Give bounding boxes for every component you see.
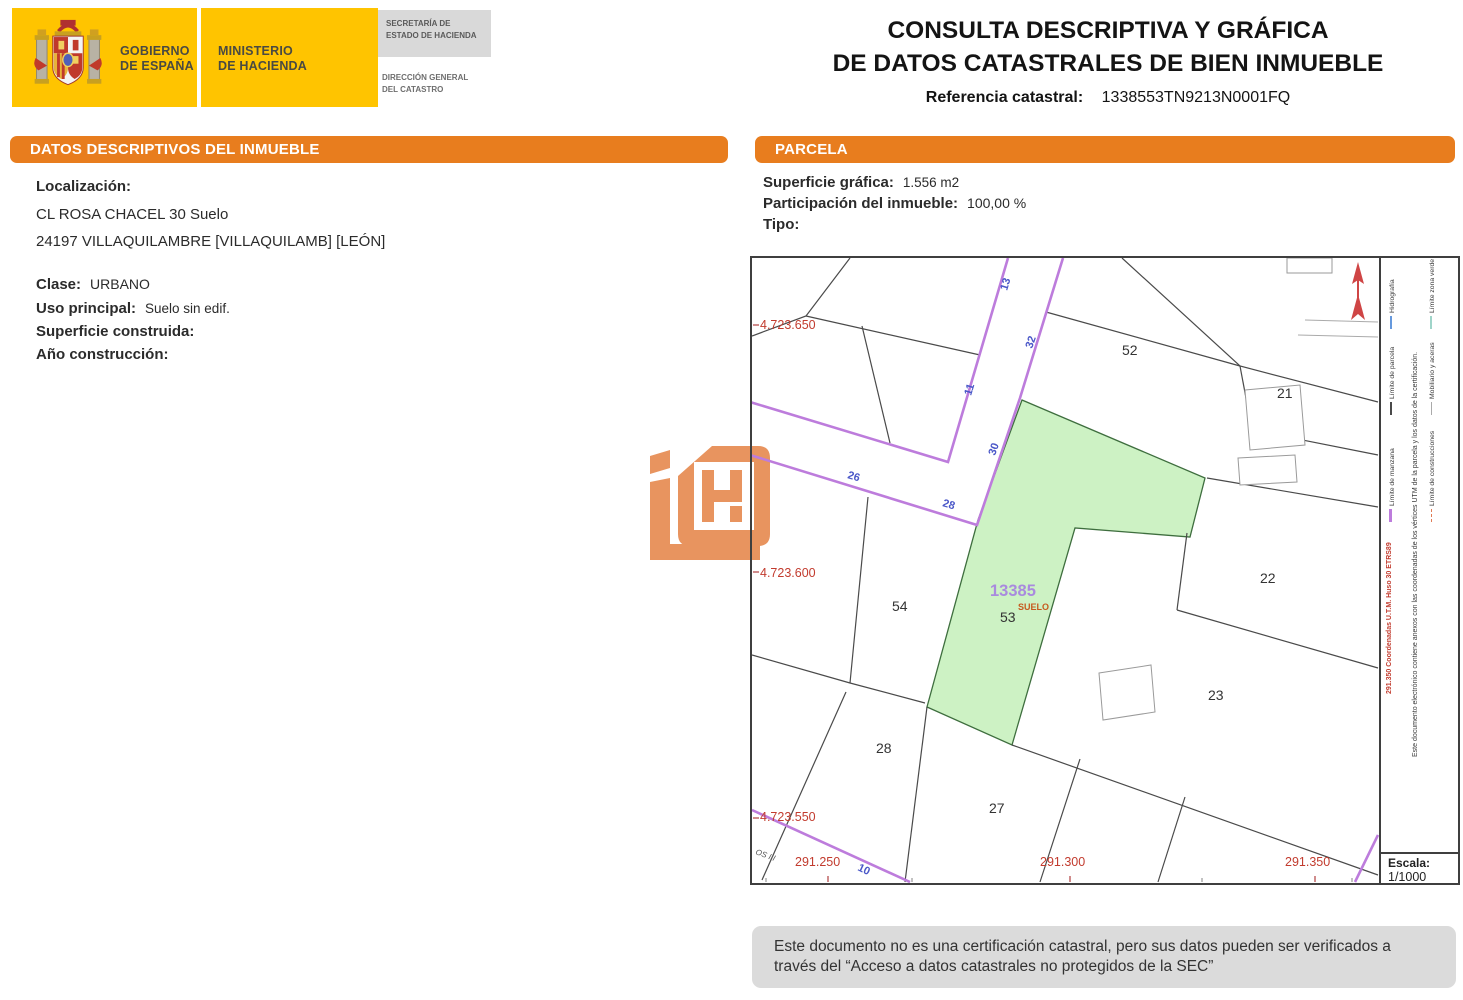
coord-y-label: 4.723.650 <box>760 318 816 332</box>
referencia-value: 1338553TN9213N0001FQ <box>1101 89 1291 106</box>
government-logo-block <box>12 8 378 107</box>
ministerio-hacienda-label: MINISTERIO DE HACIENDA <box>218 44 308 73</box>
logo-divider <box>197 8 201 107</box>
parcel-label-27: 27 <box>989 800 1005 816</box>
participacion-field: Participación del inmueble: 100,00 % <box>763 195 1027 212</box>
subject-parcel-number-label: 53 <box>1000 609 1016 625</box>
north-arrow-icon <box>1351 262 1365 320</box>
parcel-label-54: 54 <box>892 598 908 614</box>
legend-item-manzana: Límite de manzana <box>1389 448 1396 522</box>
parcel-label-22: 22 <box>1260 570 1276 586</box>
address-line-1: CL ROSA CHACEL 30 Suelo <box>36 206 229 223</box>
ano-construccion-field: Año construcción: <box>36 346 169 363</box>
gobierno-espana-label: GOBIERNO DE ESPAÑA <box>120 44 194 73</box>
scale-value: 1/1000 <box>1388 870 1427 884</box>
legend-item-zona-verde: Límite zona verde <box>1429 259 1436 329</box>
document-title <box>758 14 1458 107</box>
street-number: 26 <box>846 469 862 485</box>
manzana-swatch-icon <box>1389 509 1392 522</box>
legend-item-construcciones: Límite de construcciones <box>1429 431 1436 522</box>
superficie-grafica-field: Superficie gráfica: 1.556 m2 <box>763 174 960 191</box>
spain-coat-of-arms-icon <box>32 18 104 98</box>
localizacion-label: Localización: <box>36 178 132 195</box>
subject-parcel-id-label[interactable]: 13385 <box>990 582 1036 600</box>
legend-electronic-note: Este documento electrónico contiene anexos con las coordenadas de los vértices UTM de la parcela y los datos de la certificación. <box>1412 351 1419 757</box>
title-line-1: CONSULTA DESCRIPTIVA Y GRÁFICA <box>887 17 1329 44</box>
parcel-label-28: 28 <box>876 740 892 756</box>
parcel-label-52: 52 <box>1122 342 1138 358</box>
coord-y-label: 4.723.600 <box>760 566 816 580</box>
street-number: 13 <box>998 276 1014 292</box>
uso-principal-field: Uso principal: Suelo sin edif. <box>36 300 230 317</box>
hidrografia-swatch-icon <box>1390 316 1392 329</box>
clase-field: Clase: URBANO <box>36 276 150 293</box>
street-name-fragment: OS III <box>754 847 777 863</box>
street-number: 28 <box>941 497 957 513</box>
mobiliario-swatch-icon <box>1431 402 1432 415</box>
referencia-label: Referencia catastral: <box>925 89 1084 106</box>
datos-panel-header: DATOS DESCRIPTIVOS DEL INMUEBLE <box>10 136 728 163</box>
parcel-label-21: 21 <box>1277 385 1293 401</box>
coord-x-label: 291.300 <box>1040 855 1086 869</box>
disclaimer-line-1: Este documento no es una certificación catastral, pero sus datos pueden ser verificados a <box>774 938 1391 955</box>
coord-x-label: 291.350 <box>1285 855 1331 869</box>
legend-item-parcela: Límite de parcela <box>1389 347 1396 415</box>
street-number: 11 <box>962 382 978 397</box>
direccion-catastro-label: DIRECCIÓN GENERAL DEL CATASTRO <box>382 73 469 94</box>
title-line-2: DE DATOS CATASTRALES DE BIEN INMUEBLE <box>832 50 1384 77</box>
parcel-label-23: 23 <box>1208 687 1224 703</box>
scale-box <box>1381 852 1458 883</box>
legend-coords-note: 291.350 Coordenadas U.T.M. Huso 30 ETRS89 <box>1386 542 1393 694</box>
address-line-2: 24197 VILLAQUILAMBRE [VILLAQUILAMB] [LEÓN] <box>36 233 386 250</box>
coord-x-label: 291.250 <box>795 855 841 869</box>
manzana-limit-lines <box>752 258 1378 882</box>
legend-item-mobiliario: Mobiliario y aceras <box>1429 342 1436 415</box>
construcciones-swatch-icon <box>1431 509 1432 522</box>
parcela-panel-header: PARCELA <box>755 136 1455 163</box>
cadastral-map <box>750 256 1460 885</box>
subject-parcel-polygon[interactable] <box>927 400 1205 745</box>
parcel-map-canvas[interactable] <box>752 258 1379 883</box>
disclaimer-line-2: través del “Acceso a datos catastrales no protegidos de la SEC” <box>774 958 1214 975</box>
scale-label: Escala: <box>1388 856 1431 870</box>
tipo-field: Tipo: <box>763 216 800 233</box>
street-number: 10 <box>855 861 872 878</box>
subject-parcel-use-label: SUELO <box>1018 602 1050 612</box>
street-number: 32 <box>1023 334 1039 350</box>
parcel-number-labels <box>876 342 1293 816</box>
street-number: 30 <box>986 441 1002 457</box>
legend-item-hidrografia: Hidrografía <box>1389 279 1396 329</box>
disclaimer-box <box>752 926 1456 988</box>
coord-y-label: 4.723.550 <box>760 810 816 824</box>
zona-verde-swatch-icon <box>1430 316 1432 329</box>
parcela-swatch-icon <box>1390 402 1392 415</box>
parcel-boundary-lines <box>752 258 1378 882</box>
referencia-catastral <box>758 89 1458 107</box>
secretaria-estado-label: SECRETARÍA DE ESTADO DE HACIENDA <box>378 10 491 57</box>
superficie-construida-field: Superficie construida: <box>36 323 195 340</box>
map-legend <box>1379 258 1458 883</box>
